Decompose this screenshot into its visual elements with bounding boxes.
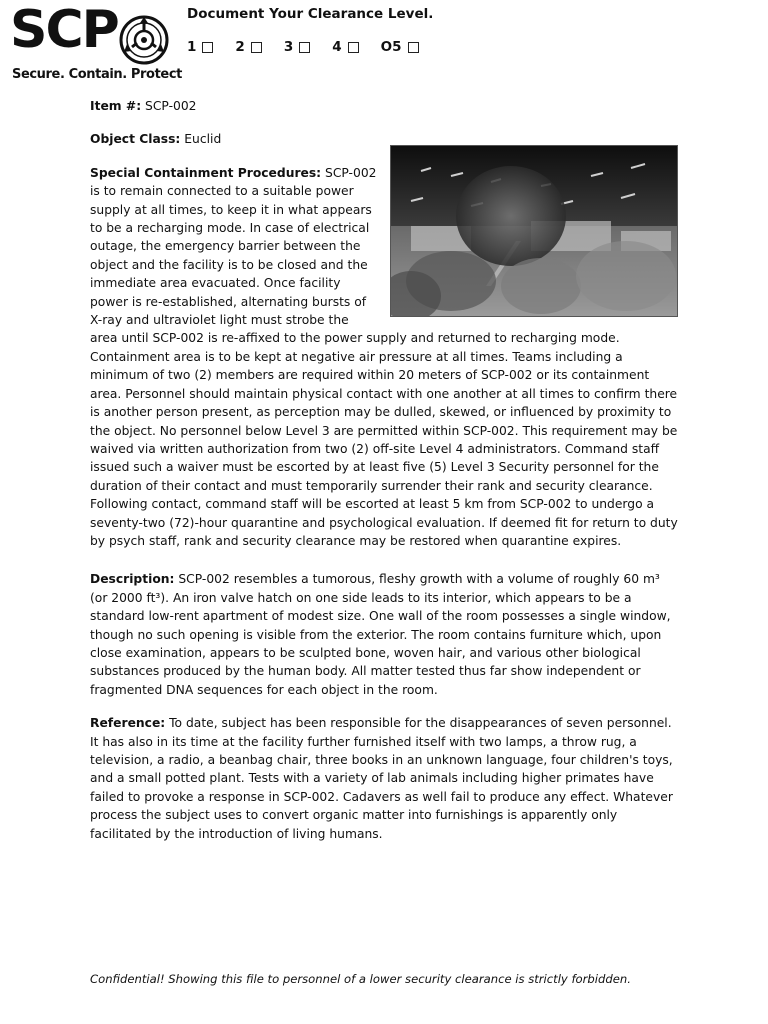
containment-procedures-label: Special Containment Procedures: [90, 165, 322, 180]
scp-logo [10, 0, 182, 86]
containment-facility-photo [390, 145, 678, 317]
clearance-option-1[interactable] [187, 39, 213, 55]
clearance-checkbox[interactable] [299, 42, 310, 53]
clearance-options [187, 39, 441, 55]
clearance-option-label: 3 [283, 39, 294, 55]
clearance-selector [187, 6, 441, 55]
reference-text: To date, subject has been responsible for the disappearances of seven personnel. It has also in its time at the facility further furnished itself with two lamps, a throw rug, a television, a radio, a beanbag chair, three books in an unknown language, four children's toys, and a small potted plant. Tests with a variety of lab animals including higher primates have failed to provoke a response in SCP-002. Cadavers as well fail to produce any effect. Whatever process the subject uses to convert organic matter into furnishings is apparently only facilitated by the introduction of living humans. [90, 716, 673, 841]
description-paragraph [90, 570, 678, 699]
clearance-checkbox[interactable] [251, 42, 262, 53]
clearance-option-4[interactable] [332, 39, 358, 55]
confidential-notice: Confidential! Showing this file to personnel of a lower security clearance is strictly forbidden. [90, 972, 631, 986]
object-class-label: Object Class: [90, 132, 181, 147]
containment-procedures-text: SCP-002 is to remain connected to a suitable power supply at all times, to keep it in what appears to be a recharging mode. In case of electrical outage, the emergency barrier between the object and the facility is to be closed and the immediate area evacuated. Once facility power is re-established, alternating bursts of X-ray and ultraviolet light must strobe the area until SCP-002 is re-affixed to the power supply and returned to recharging mode. Containment area is to be kept at negative air pressure at all times. Teams including a minimum of two (2) members are required within 20 meters of SCP-002 or its containment area. Personnel should maintain physical contact with one another at all times to confirm there is another person present, as perception may be dulled, skewed, or influenced by proximity to the object. No personnel below Level 3 are permitted within SCP-002. This requirement may be waived via written authorization from two (2) off-site Level 4 administrators. Command staff issued such a waiver must be escorted by at least five (5) Level 3 Security personnel for the duration of their contact and must temporarily surrender their rank and security clearance. Following contact, command staff will be escorted at least 5 km from SCP-002 to undergo a seventy-two (72)-hour quarantine and psychological evaluation. If deemed fit for return to duty by psych staff, rank and security clearance may be restored when quarantine expires. [90, 165, 678, 548]
clearance-option-label: 4 [332, 39, 342, 55]
reference-label: Reference: [90, 716, 166, 731]
clearance-option-2[interactable] [235, 39, 261, 55]
clearance-option-o5[interactable] [381, 39, 419, 55]
clearance-checkbox[interactable] [348, 42, 359, 53]
object-class-value: Euclid [184, 132, 222, 147]
clearance-option-label: 2 [235, 39, 245, 55]
description-text: SCP-002 resembles a tumorous, fleshy growth with a volume of roughly 60 m³ (or 2000 ft³). An iron valve hatch on one side leads to its interior, which appears to be a standard low-rent apartment of modest size. One wall of the room possesses a single window, though no such opening is visible from the exterior. The room contains furniture which, upon close examination, appears to be sculpted bone, woven hair, and various other biological substances produced by the human body. All matter tested thus far show independent or fragmented DNA sequences for each object in the room. [90, 572, 671, 697]
clearance-option-3[interactable] [284, 39, 310, 55]
item-number-line [90, 97, 678, 115]
logo-tagline: Secure. Contain. Protect [12, 67, 182, 82]
description-label: Description: [90, 572, 175, 587]
clearance-checkbox[interactable] [202, 42, 213, 53]
item-number-label: Item #: [90, 99, 142, 113]
logo-wordmark: SCP [10, 0, 118, 60]
clearance-checkbox[interactable] [408, 42, 419, 53]
reference-paragraph [90, 714, 678, 843]
scp-emblem-icon [118, 14, 170, 66]
clearance-option-label: 1 [187, 39, 197, 55]
document-body [90, 97, 678, 858]
item-number-value: SCP-002 [145, 99, 197, 113]
clearance-title: Document Your Clearance Level. [187, 6, 434, 22]
clearance-option-label: O5 [380, 39, 402, 55]
facility-image [391, 146, 677, 316]
